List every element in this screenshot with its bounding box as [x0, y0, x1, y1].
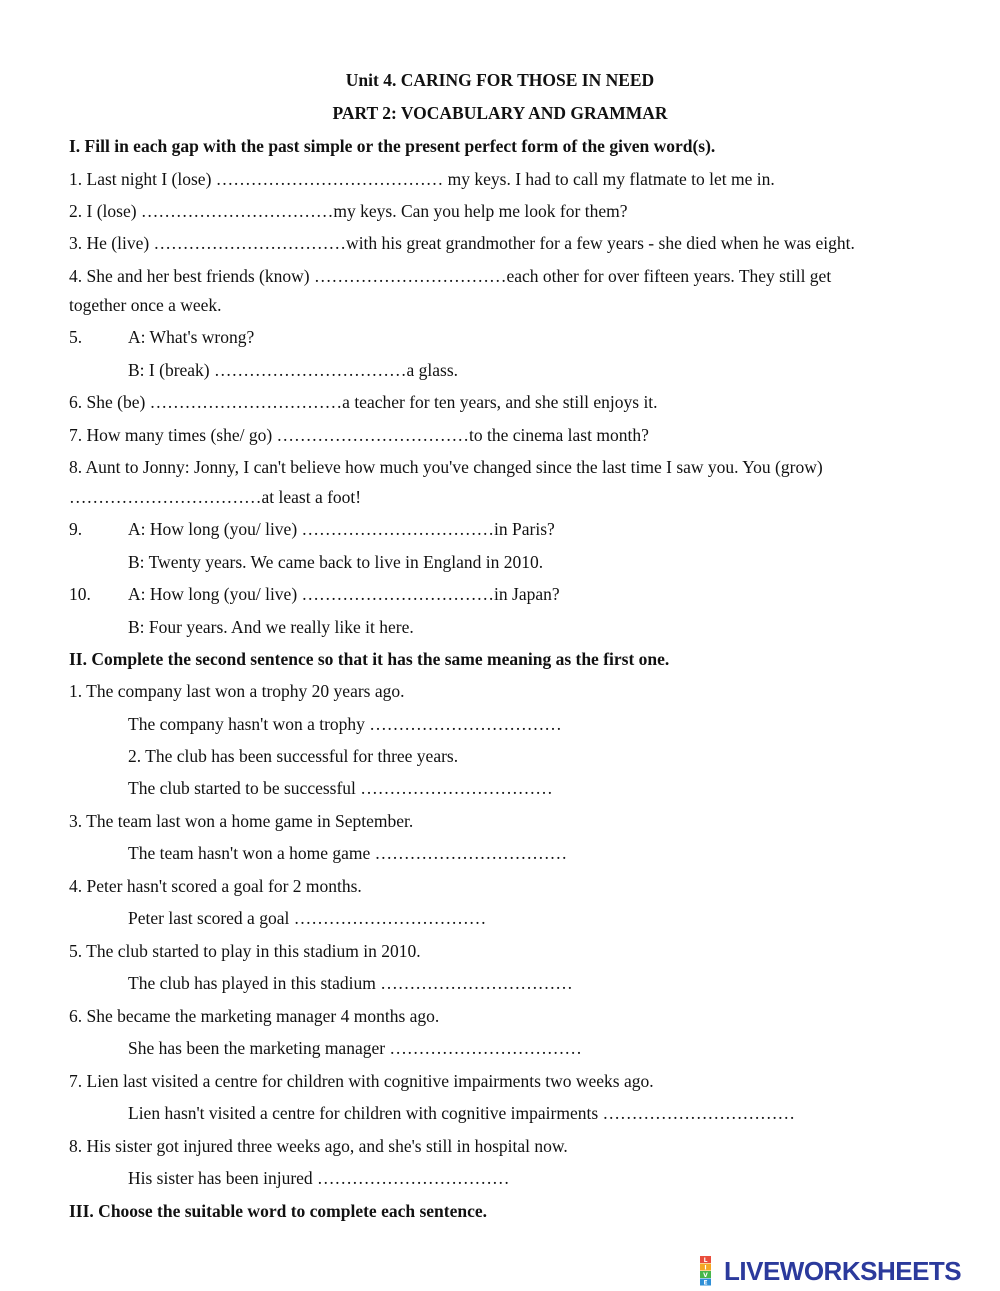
unit-title: Unit 4. CARING FOR THOSE IN NEED [345, 70, 655, 90]
exercise-line: 5. The club started to play in this stadium in 2010. [69, 941, 421, 961]
rewrite-line: Lien hasn't visited a centre for children with cognitive impairments …………………………… [128, 1103, 796, 1123]
dialogue-line: B: Four years. And we really like it here. [128, 617, 414, 637]
exercise-line: 1. Last night I (lose) ………………………………… my keys. I had to call my flatmate to let me in. [69, 169, 775, 189]
rewrite-line: The company hasn't won a trophy …………………………… [128, 714, 562, 734]
section-2-heading: II. Complete the second sentence so that it has the same meaning as the first one. [69, 649, 670, 669]
logo-letter: V [703, 1272, 708, 1279]
rewrite-line: Peter last scored a goal …………………………… [128, 908, 487, 928]
exercise-line: 7. How many times (she/ go) ……………………………to the cinema last month? [69, 425, 649, 445]
liveworksheets-logo [700, 1256, 961, 1286]
exercise-line: 8. Aunt to Jonny: Jonny, I can't believe how much you've changed since the last time I saw you. You (grow) [69, 457, 823, 477]
exercise-line: 1. The company last won a trophy 20 years ago. [69, 681, 405, 701]
dialogue-line: A: What's wrong? [128, 327, 255, 347]
exercise-line: 3. The team last won a home game in September. [69, 811, 414, 831]
part-title: PART 2: VOCABULARY AND GRAMMAR [332, 103, 668, 123]
section-3-heading: III. Choose the suitable word to complete each sentence. [69, 1201, 488, 1221]
logo-blocks-icon [700, 1256, 724, 1286]
exercise-line: 2. I (lose) ……………………………my keys. Can you help me look for them? [69, 201, 628, 221]
exercise-number: 9. [69, 519, 83, 539]
exercise-line: together once a week. [69, 295, 222, 315]
rewrite-line: The team hasn't won a home game …………………………… [128, 843, 568, 863]
exercise-line: 3. He (live) ……………………………with his great grandmother for a few years - she died when he was eight. [69, 233, 855, 253]
dialogue-line: B: I (break) ……………………………a glass. [128, 360, 459, 380]
dialogue-line: A: How long (you/ live) ……………………………in Paris? [128, 519, 555, 539]
exercise-line: 6. She became the marketing manager 4 months ago. [69, 1006, 440, 1026]
logo-letter: L [703, 1257, 708, 1264]
logo-letter: I [704, 1264, 707, 1272]
rewrite-line: She has been the marketing manager …………………………… [128, 1038, 582, 1058]
exercise-line: 2. The club has been successful for three years. [128, 746, 459, 766]
exercise-number: 10. [69, 584, 91, 604]
logo-text: LIVEWORKSHEETS [724, 1255, 962, 1286]
exercise-line: 8. His sister got injured three weeks ago, and she's still in hospital now. [69, 1136, 568, 1156]
dialogue-line: A: How long (you/ live) ……………………………in Japan? [128, 584, 560, 604]
exercise-line: 6. She (be) ……………………………a teacher for ten years, and she still enjoys it. [69, 392, 658, 412]
exercise-line: 4. She and her best friends (know) ……………………………each other for over fifteen years. They still get [69, 266, 832, 286]
rewrite-line: The club started to be successful …………………………… [128, 778, 553, 798]
dialogue-line: B: Twenty years. We came back to live in England in 2010. [128, 552, 544, 572]
logo-letter: E [703, 1279, 708, 1286]
exercise-number: 5. [69, 327, 83, 347]
exercise-line: ……………………………at least a foot! [69, 487, 362, 507]
rewrite-line: The club has played in this stadium …………………………… [128, 973, 573, 993]
section-1-heading: I. Fill in each gap with the past simple or the present perfect form of the given word(s). [69, 136, 716, 156]
exercise-line: 7. Lien last visited a centre for children with cognitive impairments two weeks ago. [69, 1071, 654, 1091]
exercise-line: 4. Peter hasn't scored a goal for 2 months. [69, 876, 362, 896]
rewrite-line: His sister has been injured …………………………… [128, 1168, 510, 1188]
